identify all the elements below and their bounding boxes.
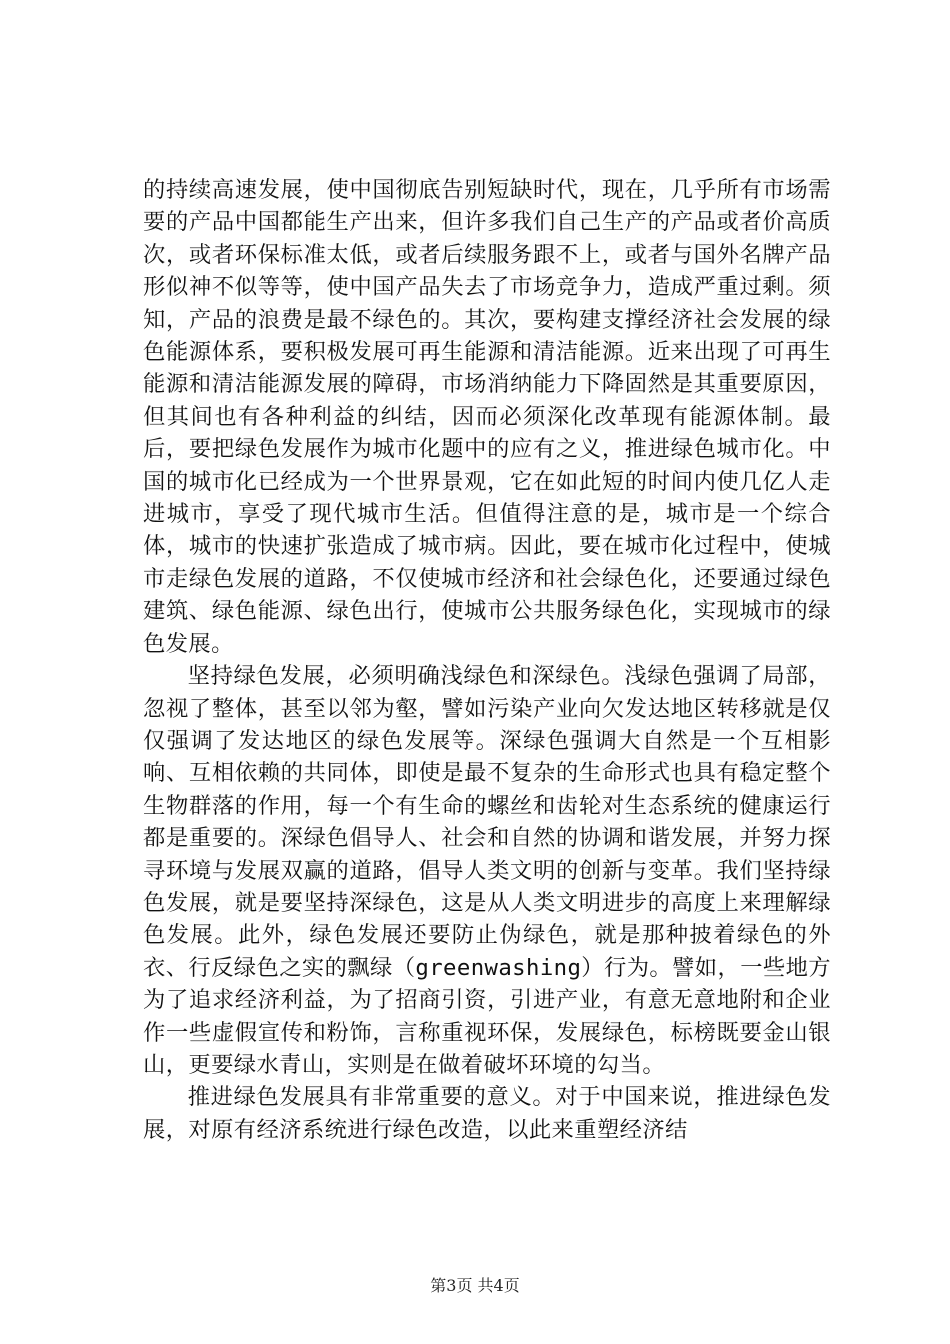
paragraph-3: 推进绿色发展具有非常重要的意义。对于中国来说，推进绿色发展，对原有经济系统进行绿色改造，以此来重塑经济结 [143,1084,831,1143]
body-text [143,174,831,1146]
paragraph-2: 坚持绿色发展，必须明确浅绿色和深绿色。浅绿色强调了局部，忽视了整体，甚至以邻为壑，譬如污染产业向欠发达地区转移就是仅仅强调了发达地区的绿色发展等。深绿色强调大自然是一个互相影响、互相依赖的共同体，即使是最不复杂的生命形式也具有稳定整个生物群落的作用，每一个有生命的螺丝和齿轮对生态系统的健康运行都是重要的。深绿色倡导人、社会和自然的协调和谐发展，并努力探寻环境与发展双赢的道路，倡导人类文明的创新与变革。我们坚持绿色发展，就是要坚持深绿色，这是从人类文明进步的高度上来理解绿色发展。此外，绿色发展还要防止伪绿色，就是那种披着绿色的外衣、行反绿色之实的飘绿（greenwashing）行为。譬如，一些地方为了追求经济利益，为了招商引资，引进产业，有意无意地附和企业作一些虚假宣传和粉饰，言称重视环保，发展绿色，标榜既要金山银山，更要绿水青山，实则是在做着破坏环境的勾当。 [143,663,831,1078]
page-footer: 第3页 共4页 [430,1276,520,1295]
paragraph-1: 的持续高速发展，使中国彻底告别短缺时代，现在，几乎所有市场需要的产品中国都能生产出来，但许多我们自己生产的产品或者价高质次，或者环保标准太低，或者后续服务跟不上，或者与国外名牌产品形似神不似等等，使中国产品失去了市场竞争力，造成严重过剩。须知，产品的浪费是最不绿色的。其次，要构建支撑经济社会发展的绿色能源体系，要积极发展可再生能源和清洁能源。近来出现了可再生能源和清洁能源发展的障碍，市场消纳能力下降固然是其重要原因，但其间也有各种利益的纠结，因而必须深化改革现有能源体制。最后，要把绿色发展作为城市化题中的应有之义，推进绿色城市化。中国的城市化已经成为一个世界景观，它在如此短的时间内使几亿人走进城市，享受了现代城市生活。但值得注意的是，城市是一个综合体，城市的快速扩张造成了城市病。因此，要在城市化过程中，使城市走绿色发展的道路，不仅使城市经济和社会绿色化，还要通过绿色建筑、绿色能源、绿色出行，使城市公共服务绿色化，实现城市的绿色发展。 [143,177,831,657]
